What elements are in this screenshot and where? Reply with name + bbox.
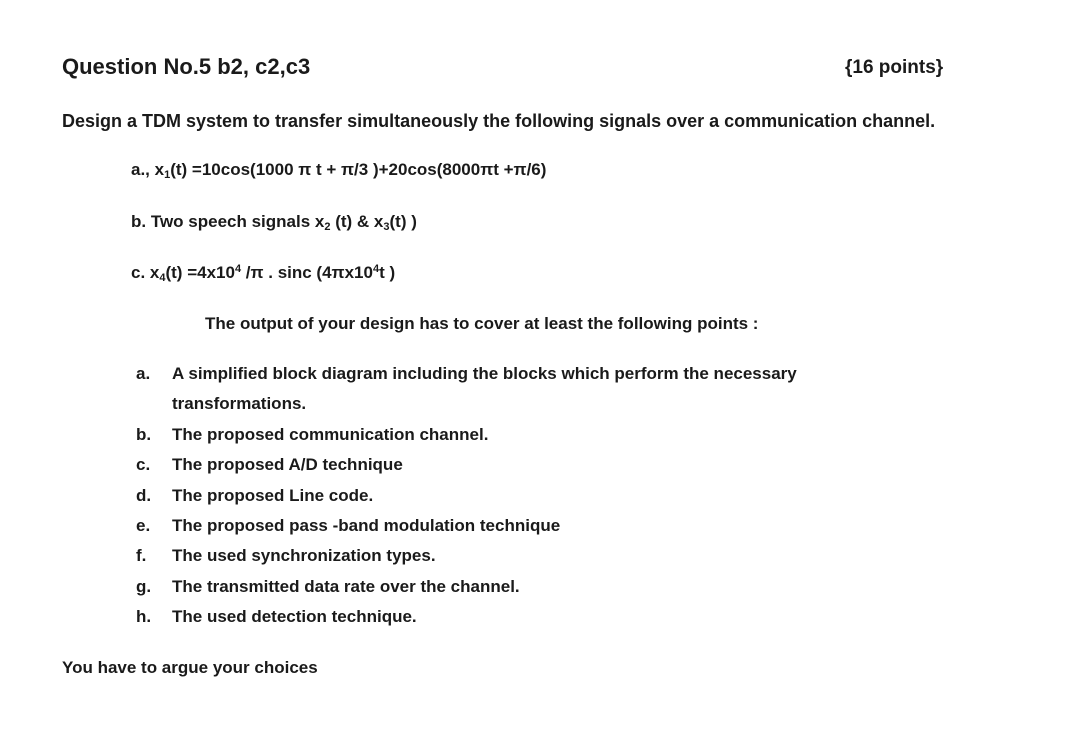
points-label: {16 points} — [845, 57, 944, 78]
question-title: Question No.5 b2, c2,c3 — [62, 54, 311, 79]
closing-text: You have to argue your choices — [62, 658, 318, 677]
signal-c: c. $x4(t) =4x10^4$ /π . sinc ($4\pi x10^4t$ ) — [131, 263, 396, 284]
coverage-heading: The output of your design has to cover at least the following points : — [205, 314, 759, 333]
signal-a: a., x1(t) =10cos(1000 π t + π/3 )+20cos(8000πt +π/6) — [131, 160, 547, 181]
signal-b: b. Two speech signals x2 (t) & x3(t) ) — [131, 212, 417, 233]
document-page: Question No.5 b2, c2,c3 {16 points} Design a TDM system to transfer simultaneously the following signals over a communication channel. a., x1(t) =10cos(1000 π t + π/3 )+20cos(8000πt +π/6) b. Two speech signals x2 (t) & x3(t) ) c. $x4(t) =4x10^4$ /π . sinc ($4\pi x10^4t$ ) The output of your design has to cover at least the following points : a. A simplified block diagram including the blocks which perform the necessary transformations. b. The proposed communication channel. c. The proposed A/D technique d. The proposed Line code. e. The proposed pass -band modulation technique f. The used synchronization types. g. The transmitted data rate over the channel. h. The used detection technique. You have to argue your choices — [62, 54, 944, 677]
intro-text: Design a TDM system to transfer simultaneously the following signals over a communication channel. — [62, 111, 936, 131]
